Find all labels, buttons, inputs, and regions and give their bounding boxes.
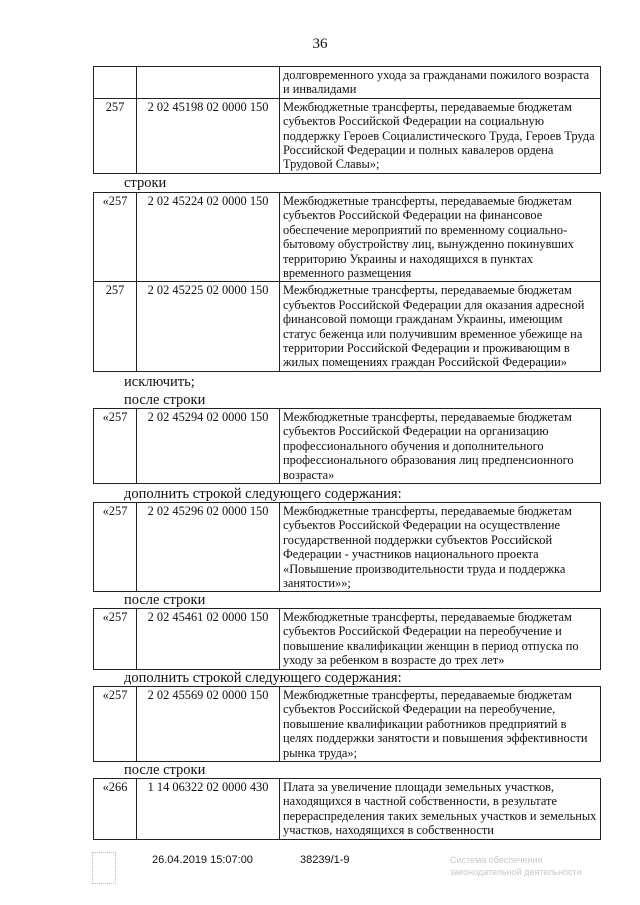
description-cell: долговременного ухода за гражданами пожилого возраста и инвалидами [280,67,601,99]
budget-code-cell: 2 02 45569 02 0000 150 [137,687,280,762]
table-row [94,282,601,371]
admin-code-cell [94,67,137,99]
budget-code-table [93,192,601,372]
table-row [94,409,601,484]
admin-code-cell: 257 [94,98,137,173]
table-row [94,98,601,173]
description-cell: Межбюджетные трансферты, передаваемые бюджетам субъектов Российской Федерации на осуществление государственной поддержки субъектов Российской Федерации - участников национального проекта «Повышение производительности труда и поддержка занятости»»; [280,503,601,592]
budget-code-table [93,502,601,592]
budget-code-cell [137,67,280,99]
admin-code-cell: «257 [94,193,137,282]
description-cell: Межбюджетные трансферты, передаваемые бюджетам субъектов Российской Федерации на финансовое обеспечение мероприятий по временному социально-бытовому обустройству лиц, вынужденно покинувших территорию Украины и находящихся в пунктах временного размещения [280,193,601,282]
admin-code-cell: «266 [94,779,137,840]
footer-doc-id: 38239/1-9 [300,854,350,866]
page-number: 36 [312,36,328,52]
budget-code-table [93,686,601,762]
instruction-line: после строки [124,592,206,608]
budget-code-table [93,608,601,670]
budget-code-cell: 2 02 45294 02 0000 150 [137,409,280,484]
table-row [94,779,601,840]
table-row [94,503,601,592]
instruction-line: после строки [124,762,206,778]
instruction-line: после строки [124,392,206,408]
budget-code-table [93,408,601,484]
budget-code-cell: 2 02 45461 02 0000 150 [137,609,280,670]
budget-code-table [93,778,601,840]
instruction-line: строки [124,175,167,191]
budget-code-cell: 2 02 45198 02 0000 150 [137,98,280,173]
instruction-line: дополнить строкой следующего содержания: [124,486,402,502]
table-row [94,609,601,670]
budget-code-cell: 2 02 45225 02 0000 150 [137,282,280,371]
table-row [94,193,601,282]
description-cell: Межбюджетные трансферты, передаваемые бюджетам субъектов Российской Федерации на организацию профессионального обучения и дополнительного профессионального образования лиц предпенсионного возраста» [280,409,601,484]
description-cell: Межбюджетные трансферты, передаваемые бюджетам субъектов Российской Федерации на переобучение и повышение квалификации женщин в период отпуска по уходу за ребенком в возрасте до трех лет» [280,609,601,670]
description-cell: Межбюджетные трансферты, передаваемые бюджетам субъектов Российской Федерации на переобучение, повышение квалификации работников предприятий в целях поддержки занятости и повышения эффективности рынка труда»; [280,687,601,762]
admin-code-cell: «257 [94,503,137,592]
budget-code-cell: 1 14 06322 02 0000 430 [137,779,280,840]
table-row [94,687,601,762]
admin-code-cell: «257 [94,687,137,762]
description-cell: Плата за увеличение площади земельных участков, находящихся в частной собственности, в результате перераспределения таких земельных участков и земельных участков, находящихся в собственности [280,779,601,840]
admin-code-cell: 257 [94,282,137,371]
watermark-stamp: Система обеспечения законодательной деятельности [450,855,582,877]
barcode-stamp [92,852,116,884]
budget-code-cell: 2 02 45224 02 0000 150 [137,193,280,282]
admin-code-cell: «257 [94,409,137,484]
instruction-line: дополнить строкой следующего содержания: [124,670,402,686]
description-cell: Межбюджетные трансферты, передаваемые бюджетам субъектов Российской Федерации на социальную поддержку Героев Социалистического Труда, Героев Труда Российской Федерации и полных кавалеров ордена Трудовой Славы»; [280,98,601,173]
budget-code-table [93,66,601,174]
footer-datetime: 26.04.2019 15:07:00 [152,854,253,866]
description-cell: Межбюджетные трансферты, передаваемые бюджетам субъектов Российской Федерации для оказания адресной финансовой помощи гражданам Украины, имеющим статус беженца или получившим временное убежище на территории Российской Федерации и проживающим в жилых помещениях граждан Российской Федерации» [280,282,601,371]
admin-code-cell: «257 [94,609,137,670]
table-row [94,67,601,99]
instruction-line: исключить; [124,374,195,390]
budget-code-cell: 2 02 45296 02 0000 150 [137,503,280,592]
